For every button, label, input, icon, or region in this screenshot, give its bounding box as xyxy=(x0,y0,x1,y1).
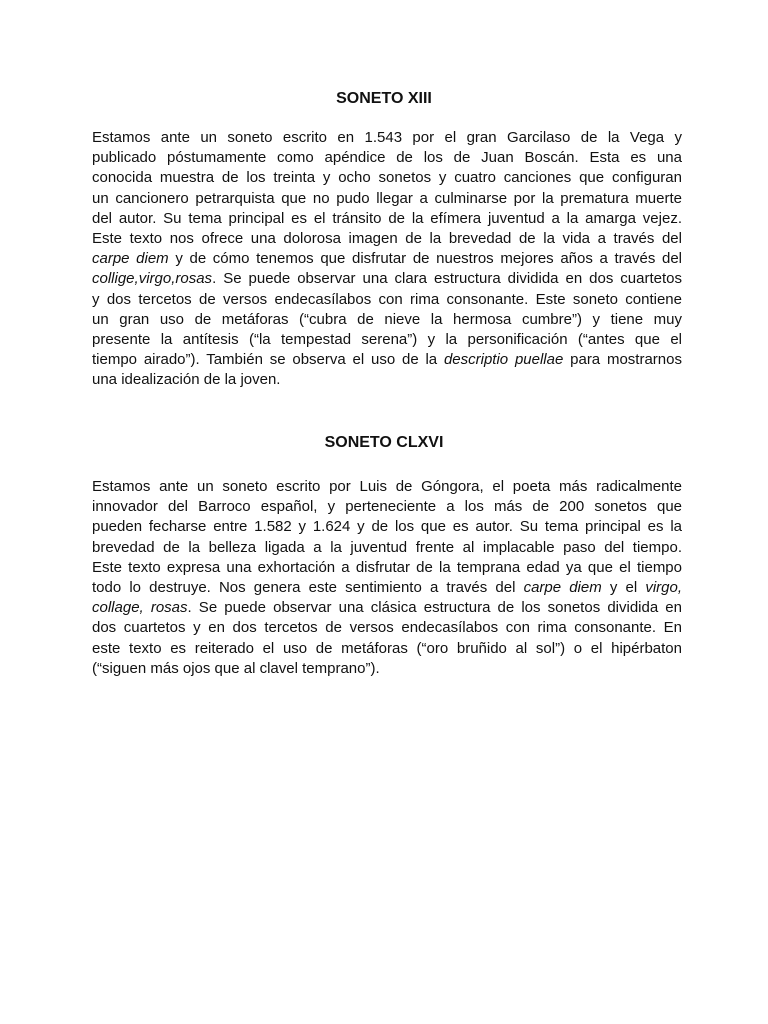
italic-text: descriptio puellae xyxy=(443,351,564,369)
paragraph-line xyxy=(92,538,682,558)
paragraph-line xyxy=(92,290,682,310)
text-run: una idealización de la joven. xyxy=(92,371,281,389)
section-title-soneto-xiii: SONETO XIII xyxy=(336,90,432,107)
text-run: y el xyxy=(601,579,646,597)
paragraph-line xyxy=(92,229,682,249)
text-run: todo lo destruye. Nos genera este sentimiento a través del xyxy=(92,579,524,597)
paragraph-line xyxy=(92,168,682,188)
text-run: Estamos ante un soneto escrito en 1.543 por el gran Garcilaso de la Vega y xyxy=(92,129,682,146)
paragraph-soneto-xiii xyxy=(92,128,682,391)
text-run: este texto es reiterado el uso de metáforas (“oro bruñido al sol”) o el hipérbaton xyxy=(92,639,682,657)
text-run: (“siguen más ojos que al clavel temprano”). xyxy=(92,659,380,677)
paragraph-line xyxy=(92,350,682,370)
text-run: brevedad de la belleza ligada a la juventud frente al implacable paso del tiempo. xyxy=(92,538,682,556)
text-run: tiempo airado”). También se observa el uso de la xyxy=(92,351,444,369)
paragraph-line xyxy=(92,659,682,679)
text-run: dos cuartetos y en dos tercetos de versos endecasílabos con rima consonante. En xyxy=(92,619,682,637)
text-run: Este texto nos ofrece una dolorosa imagen de la brevedad de la vida a través del xyxy=(92,230,682,248)
italic-text: carpe diem xyxy=(92,250,169,268)
text-run: presente la antítesis (“la tempestad serena”) y la personificación (“antes que el xyxy=(92,331,682,349)
paragraph-line xyxy=(92,269,682,289)
paragraph-line xyxy=(92,249,682,269)
section-title-soneto-clxvi: SONETO CLXVI xyxy=(324,434,444,451)
italic-text: carpe diem xyxy=(523,579,602,597)
text-run: un cancionero petrarquista que no pudo llegar a culminarse por la prematura muerte xyxy=(92,189,682,207)
italic-text: virgo, xyxy=(645,579,682,597)
text-run: Estamos ante un soneto escrito por Luis de Góngora, el poeta más radicalmente xyxy=(92,478,682,495)
text-run: innovador del Barroco español, y perteneciente a los más de 200 sonetos que xyxy=(92,498,682,516)
text-run: del autor. Su tema principal es el tránsito de la efímera juventud a la amarga vejez. xyxy=(92,209,682,227)
paragraph-line xyxy=(92,128,682,148)
text-run: un gran uso de metáforas (“cubra de nieve la hermosa cumbre”) y tiene muy xyxy=(92,310,682,328)
paragraph-line xyxy=(92,517,682,537)
paragraph-line xyxy=(92,497,682,517)
text-run: . Se puede observar una clara estructura dividida en dos cuartetos xyxy=(212,270,682,288)
paragraph-line xyxy=(92,558,682,578)
paragraph-line xyxy=(92,618,682,638)
italic-text: collige,virgo,rosas xyxy=(92,270,213,288)
text-run: . Se puede observar una clásica estructura de los sonetos dividida en xyxy=(187,599,682,617)
paragraph-line xyxy=(92,189,682,209)
paragraph-soneto-clxvi xyxy=(92,477,682,679)
paragraph-line xyxy=(92,598,682,618)
text-run: y dos tercetos de versos endecasílabos con rima consonante. Este soneto contiene xyxy=(92,290,682,308)
paragraph-line xyxy=(92,310,682,330)
paragraph-line xyxy=(92,370,682,390)
paragraph-line xyxy=(92,209,682,229)
paragraph-line xyxy=(92,330,682,350)
paragraph-line xyxy=(92,148,682,168)
text-run: y de cómo tenemos que disfrutar de nuestros mejores años a través del xyxy=(168,250,682,268)
paragraph-line xyxy=(92,578,682,598)
paragraph-line xyxy=(92,639,682,659)
text-run: para mostrarnos xyxy=(563,351,682,369)
text-run: publicado póstumamente como apéndice de los de Juan Boscán. Esta es una xyxy=(92,149,682,167)
paragraph-line xyxy=(92,477,682,497)
italic-text: collage, rosas xyxy=(92,599,188,617)
text-run: Este texto expresa una exhortación a disfrutar de la temprana edad ya que el tiempo xyxy=(92,558,682,576)
text-run: pueden fecharse entre 1.582 y 1.624 y de los que es autor. Su tema principal es la xyxy=(92,518,682,536)
text-run: conocida muestra de los treinta y ocho sonetos y cuatro canciones que configuran xyxy=(92,169,682,187)
